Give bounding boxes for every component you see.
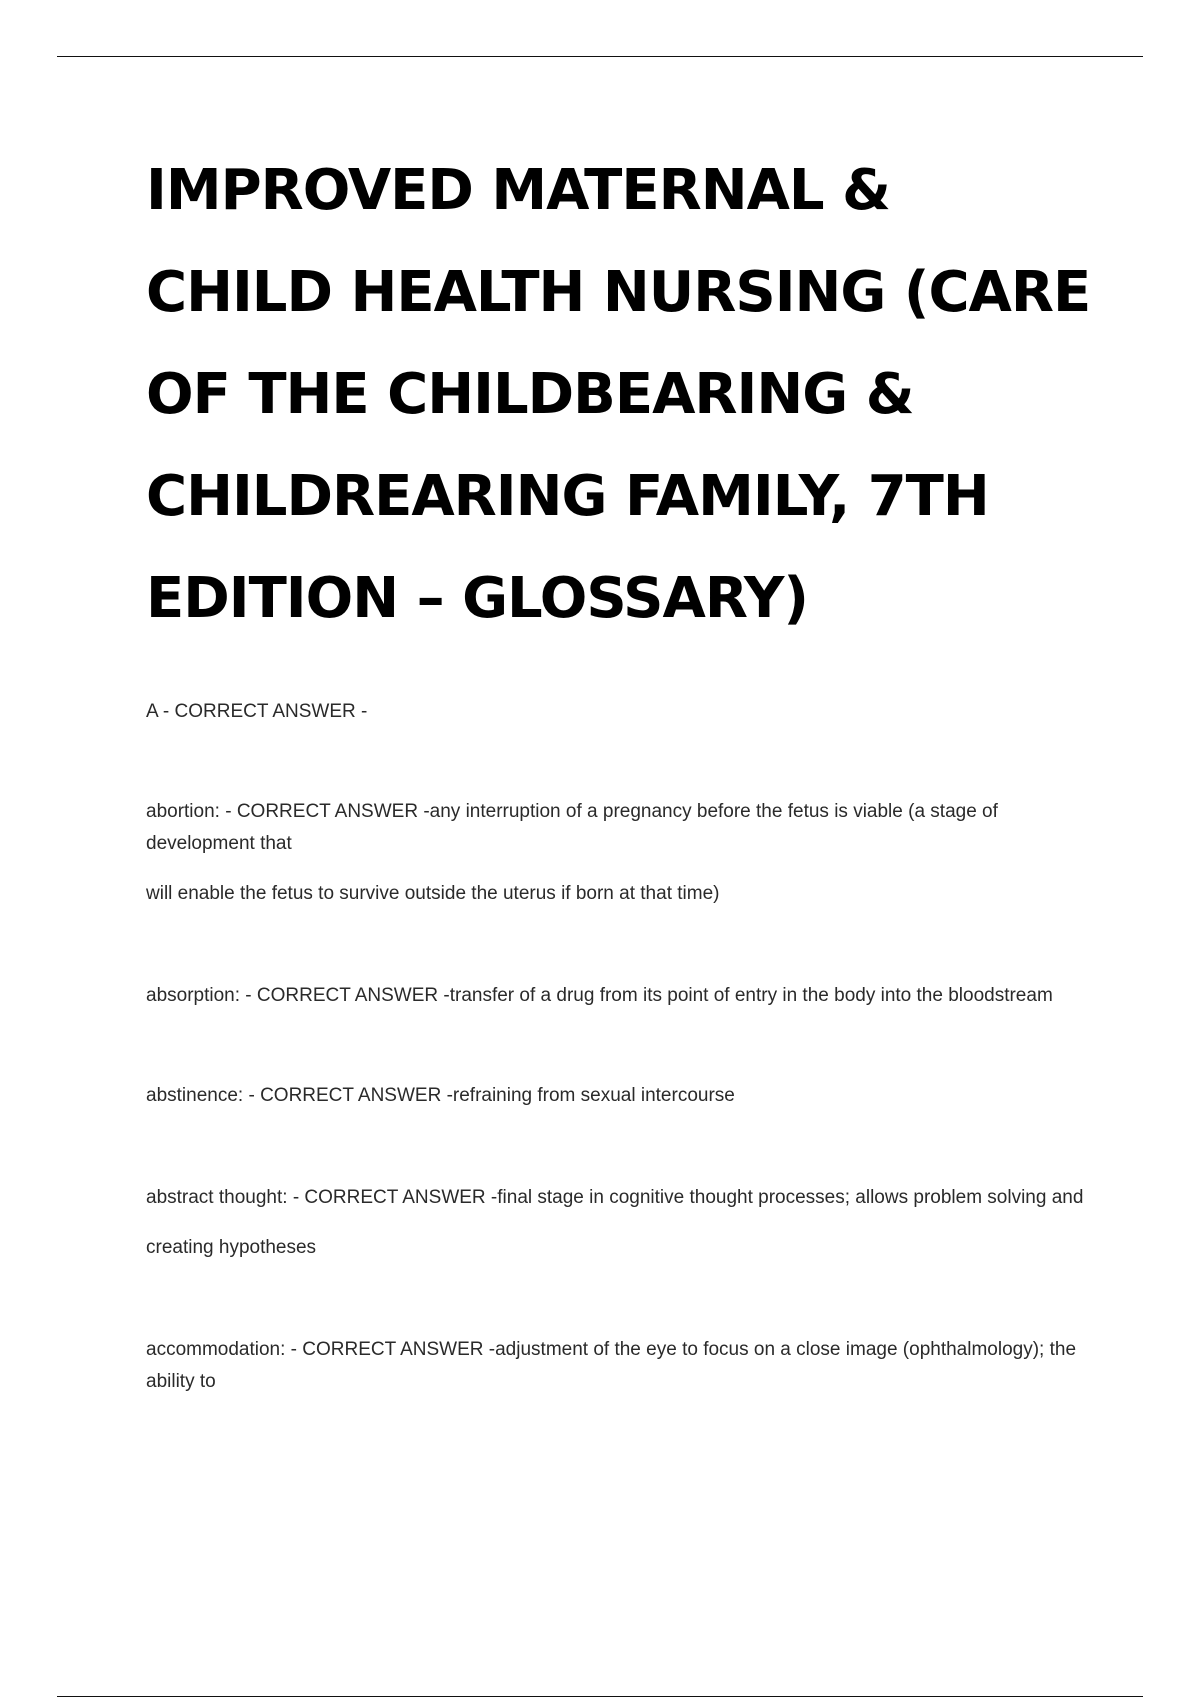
document-title	[146, 140, 1106, 650]
bottom-rule	[57, 1696, 1143, 1697]
entry-text: abstinence: - CORRECT ANSWER -refraining from sexual intercourse	[146, 1085, 735, 1106]
title-line: OF THE CHILDBEARING &	[146, 362, 914, 427]
title-line: CHILDREARING FAMILY, 7TH	[146, 464, 989, 529]
section-heading: A - CORRECT ANSWER -	[146, 701, 368, 722]
title-line: IMPROVED MATERNAL &	[146, 158, 890, 223]
document-body	[146, 140, 1106, 1398]
entry-text: abortion: - CORRECT ANSWER -any interruption of a pregnancy before the fetus is viable (a stage of development that	[146, 801, 998, 854]
title-line: CHILD HEALTH NURSING (CARE	[146, 260, 1091, 325]
glossary-entry-abstract-thought	[146, 1182, 1106, 1264]
title-line: EDITION – GLOSSARY)	[146, 566, 809, 631]
glossary-entry-abstinence	[146, 1080, 1106, 1112]
glossary-entry-accommodation	[146, 1334, 1106, 1398]
top-rule	[57, 56, 1143, 57]
glossary-entry-abortion	[146, 796, 1106, 910]
entry-continuation: will enable the fetus to survive outside the uterus if born at that time)	[146, 883, 720, 904]
entry-text: absorption: - CORRECT ANSWER -transfer of a drug from its point of entry in the body into the bloodstream	[146, 985, 1053, 1006]
entry-continuation: creating hypotheses	[146, 1237, 317, 1258]
entry-text: accommodation: - CORRECT ANSWER -adjustment of the eye to focus on a close image (ophthalmology); the ability to	[146, 1339, 1077, 1392]
glossary-entry-absorption	[146, 980, 1106, 1012]
entry-text: abstract thought: - CORRECT ANSWER -final stage in cognitive thought processes; allows problem solving and	[146, 1187, 1084, 1208]
